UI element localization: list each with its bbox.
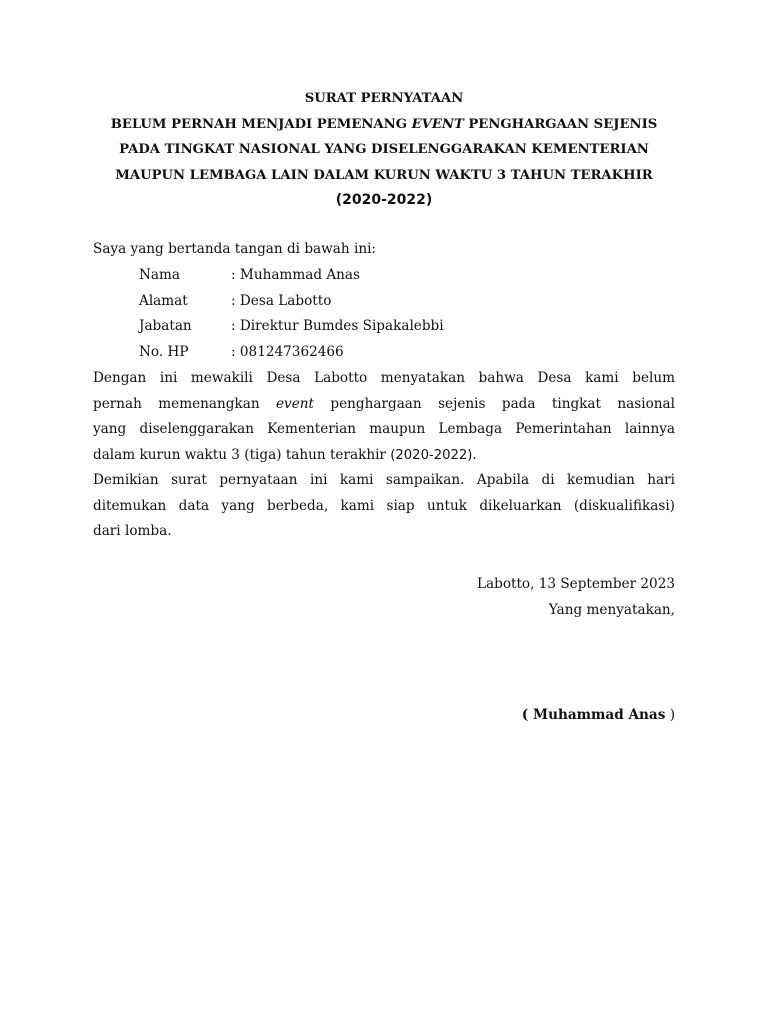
field-label: Alamat [139, 292, 188, 309]
paragraph-line: yang diselenggarakan Kementerian maupun Lembaga Pemerintahan lainnya [93, 421, 675, 438]
paragraph-years: (2020-2022) [390, 448, 473, 464]
paragraph-line: ditemukan data yang berbeda, kami siap untuk dikeluarkan (diskualifikasi) [93, 497, 675, 514]
paragraph-text: dalam kurun waktu 3 (tiga) tahun terakhir [93, 447, 391, 464]
title-line-5: (2020-2022) [335, 192, 433, 209]
title-line-2-start: BELUM PERNAH MENJADI PEMENANG [110, 116, 412, 132]
paragraph-text: pernah memenangkan [93, 395, 276, 412]
statement-paragraph [93, 366, 675, 469]
field-label: Jabatan [139, 318, 192, 335]
signatory-label: Yang menyatakan, [548, 602, 675, 618]
field-row-phone [139, 340, 444, 366]
statement-letter [93, 0, 675, 1024]
title-line-2 [93, 112, 675, 138]
identity-fields [139, 263, 444, 366]
title-line-4: MAUPUN LEMBAGA LAIN DALAM KURUN WAKTU 3 TAHUN TERAKHIR [115, 167, 653, 183]
place-date: Labotto, 13 September 2023 [476, 576, 675, 592]
paragraph-event-word: event [276, 395, 314, 412]
field-row-name [139, 263, 444, 289]
field-value: : Muhammad Anas [231, 267, 360, 283]
paragraph-line: dari lomba. [93, 523, 172, 540]
field-value: : Desa Labotto [231, 292, 332, 309]
signer-name [522, 703, 675, 729]
paragraph-text: . [472, 447, 477, 464]
paragraph-line: Dengan ini mewakili Desa Labotto menyatakan bahwa Desa kami belum [93, 370, 675, 386]
field-label: No. HP [139, 344, 189, 361]
field-value: : Direktur Bumdes Sipakalebbi [231, 318, 444, 335]
signer-open-paren: ( [521, 707, 534, 723]
field-row-address [139, 289, 444, 315]
title-line-3: PADA TINGKAT NASIONAL YANG DISELENGGARAKAN KEMENTERIAN [119, 142, 649, 158]
title-line-2-end: PENGHARGAAN SEJENIS [463, 116, 658, 132]
letter-title [93, 86, 675, 214]
field-row-position [139, 314, 444, 340]
closing-paragraph [93, 468, 675, 545]
signer-name-text: Muhammad Anas [533, 707, 666, 723]
title-line-1: SURAT PERNYATAAN [304, 91, 464, 106]
title-line-2-event: EVENT [411, 116, 464, 132]
field-label: Nama [139, 267, 180, 283]
paragraph-line: Demikian surat pernyataan ini kami sampaikan. Apabila di kemudian hari [93, 472, 675, 488]
signer-close-paren: ) [665, 707, 675, 723]
field-value: : 081247362466 [231, 344, 344, 361]
paragraph-line [93, 392, 675, 418]
paragraph-text: penghargaan sejenis pada tingkat nasional [314, 395, 675, 412]
intro-text: Saya yang bertanda tangan di bawah ini: [93, 241, 377, 257]
paragraph-line [93, 443, 675, 469]
